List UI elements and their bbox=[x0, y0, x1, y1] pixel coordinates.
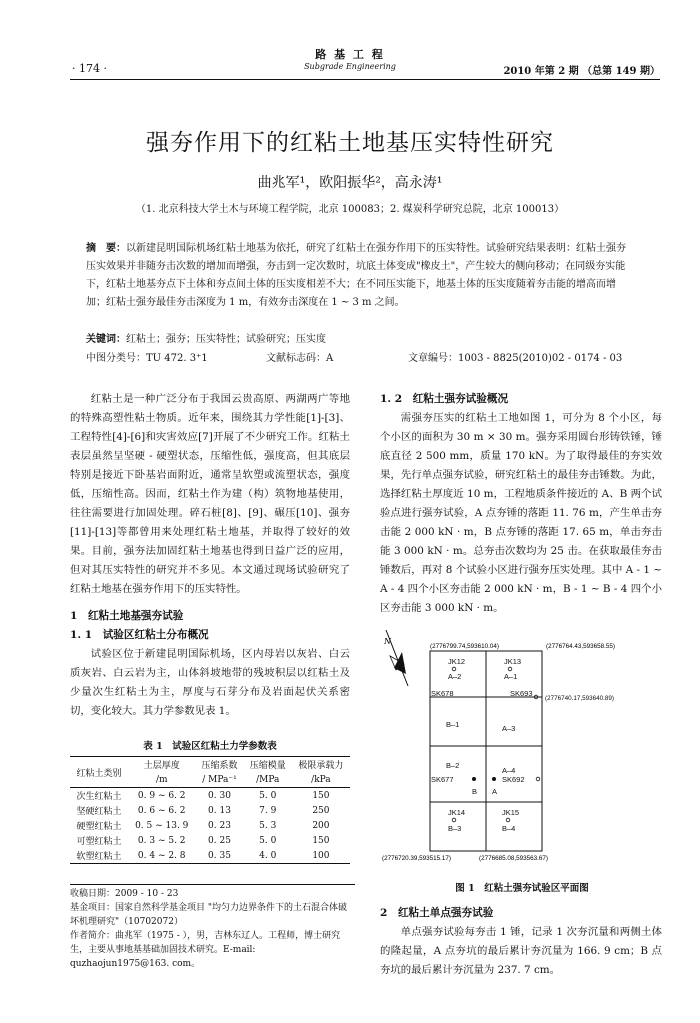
coord-top-right: (2776764.43,593658.55) bbox=[546, 643, 615, 650]
figure-1-caption: 图 1 红粘土强夯试验区平面图 bbox=[455, 883, 589, 894]
keywords-label: 关键词： bbox=[86, 334, 126, 345]
clc-code: 中图分类号：TU 472. 3⁺1 bbox=[86, 353, 208, 364]
author-bio: 作者简介：曲兆军（1975 - ），男，吉林东辽人。工程师，博士研究生，主要从事地基基础加固技术研究。E-mail: quzhaojun1975@163. com。 bbox=[70, 931, 341, 969]
table-cell: 次生红粘土 bbox=[76, 792, 122, 802]
label-a4: A–4 bbox=[502, 766, 516, 775]
label-sk677: SK677 bbox=[431, 775, 454, 784]
table-1-caption: 表 1 试验区红粘土力学参数表 bbox=[143, 741, 277, 752]
table-cell: 7. 9 bbox=[259, 805, 277, 816]
table-cell: 0. 13 bbox=[208, 805, 231, 816]
label-jk12: JK12 bbox=[448, 657, 466, 666]
section-1-heading: 1 红粘土地基强夯试验 bbox=[70, 610, 184, 622]
footnotes bbox=[70, 884, 355, 971]
table-row bbox=[70, 818, 350, 833]
table-cell: 150 bbox=[312, 790, 330, 801]
coord-bottom-right: (2776685.08,593563.67) bbox=[479, 855, 548, 862]
section-1-2-text: 需强夯压实的红粘土工地如图 1，可分为 8 个小区，每个小区的面积为 30 m × 30 m。强夯采用圆台形铸铁锤，锤底直径 2 500 mm，质量 170 kN。为了取得最佳的夯实效果，先行单点强夯试验，研究红粘土的最佳夯击锤数。为此，选择红粘土厚度近 10 m，工程地质条件接近的 A、B 两个试验点进行强夯试验，A 点夯锤的落距 11. 76 m，产生单击夯击能 2 000 kN · m，B 点夯锤的落距 17. 65 m，单击夯击能 3 000 kN · m。总夯击次数均为 25 击。在获取最佳夯击锤数后，再对 8 个试验小区进行强夯压实处理。其中 A - 1 ~ A - 4 四个小区夯击能 2 000 kN · m，B - 1 ~ B - 4 四个小区夯击能 3 000 kN · m。 bbox=[380, 412, 662, 614]
keywords-text: 红粘土；强夯；压实特性；试验研究；压实度 bbox=[126, 334, 326, 345]
table-unit-cell: /kPa bbox=[292, 772, 350, 788]
label-a2: A–2 bbox=[448, 672, 462, 681]
figure-1-site-plan bbox=[382, 637, 662, 882]
table-1 bbox=[70, 756, 350, 864]
table-cell: 5. 0 bbox=[259, 790, 277, 801]
label-b2: B–2 bbox=[446, 761, 460, 770]
table-cell: 0. 9 ~ 6. 2 bbox=[137, 790, 186, 801]
table-cell: 4. 0 bbox=[259, 850, 277, 861]
table-unit-cell: / MPa⁻¹ bbox=[195, 772, 243, 788]
table-unit-cell: /m bbox=[128, 772, 195, 788]
issue-info: 2010 年第 2 期 （总第 149 期） bbox=[503, 66, 660, 77]
journal-name-cn: 路 基 工 程 bbox=[315, 48, 385, 61]
label-b-point: B bbox=[472, 787, 478, 796]
header-rule bbox=[70, 79, 660, 80]
table-cell: 0. 30 bbox=[208, 790, 231, 801]
label-sk693: SK693 bbox=[510, 689, 533, 698]
label-b1: B–1 bbox=[446, 720, 460, 729]
table-unit-cell: /MPa bbox=[244, 772, 292, 788]
fund-info: 基金项目：国家自然科学基金项目 "均匀力边界条件下的土石混合体破坏机理研究"（10702072） bbox=[70, 903, 348, 927]
label-a-point: A bbox=[492, 787, 498, 796]
table-header-cell: 极限承载力 bbox=[298, 761, 344, 771]
table-cell: 0. 5 ~ 13. 9 bbox=[135, 820, 189, 831]
paper-title: 强夯作用下的红粘土地基压实特性研究 bbox=[146, 130, 554, 156]
abstract-label: 摘 要： bbox=[86, 243, 126, 254]
label-a3: A–3 bbox=[502, 724, 516, 733]
table-cell: 可塑红粘土 bbox=[76, 837, 122, 847]
table-cell: 5. 3 bbox=[259, 820, 277, 831]
abstract-text: 以新建昆明国际机场红粘土地基为依托，研究了红粘土在强夯作用下的压实特性。试验研究结果表明：红粘土强夯压实效果并非随夯击次数的增加而增强，夯击到一定次数时，坑底土体变成"橡皮土"，产生较大的侧向移动；在同级夯实能下，红粘土地基夯点下土体和夯点间土体的压实度相差不大；在不同压实能下，地基土体的压实度随着夯击能的增高而增加；红粘土强夯最佳夯击深度为 1 m，有效夯击深度在 1 ~ 3 m 之间。 bbox=[86, 243, 626, 308]
right-column-top bbox=[380, 390, 662, 618]
section-2-text: 单点强夯试验每夯击 1 锤，记录 1 次夯沉量和两侧土体的隆起量，A 点夯坑的最后累计夯沉量为 166. 9 cm；B 点夯坑的最后累计夯沉量为 237. 7 cm。 bbox=[380, 926, 662, 976]
table-header-cell: 土层厚度 bbox=[143, 761, 180, 771]
page-number: · 174 · bbox=[72, 62, 107, 75]
table-header-cell: 红粘土类别 bbox=[70, 757, 128, 788]
table-cell: 硬塑红粘土 bbox=[76, 822, 122, 832]
table-cell: 坚硬红粘土 bbox=[76, 807, 122, 817]
table-cell: 0. 4 ~ 2. 8 bbox=[137, 850, 186, 861]
coord-bottom-left: (2776720.39,593515.17) bbox=[382, 855, 451, 862]
section-1-1-text: 试验区位于新建昆明国际机场，区内母岩以灰岩、白云质灰岩、白云岩为主，山体斜坡地带的残坡积层以红粘土及少量次生红粘土为主，厚度与石芽分布及岩面起伏关系密切，变化较大。其力学参数见表 1。 bbox=[70, 648, 350, 717]
table-header-row bbox=[70, 757, 350, 773]
table-cell: 0. 25 bbox=[208, 835, 231, 846]
table-cell: 软塑红粘土 bbox=[76, 852, 122, 862]
table-cell: 0. 3 ~ 5. 2 bbox=[137, 835, 186, 846]
table-cell: 100 bbox=[312, 850, 330, 861]
label-jk14: JK14 bbox=[448, 808, 466, 817]
coord-right: (2776740.17,593640.89) bbox=[545, 695, 614, 702]
abstract bbox=[86, 240, 626, 312]
table-cell: 0. 35 bbox=[208, 850, 231, 861]
coord-top-left: (2776799.74,593610.04) bbox=[430, 643, 499, 650]
table-cell: 250 bbox=[312, 805, 330, 816]
journal-name-en: Subgrade Engineering bbox=[304, 62, 396, 71]
affiliation: （1. 北京科技大学土木与环境工程学院，北京 100083；2. 煤炭科学研究总院，北京 100013） bbox=[135, 204, 565, 215]
keywords bbox=[86, 331, 626, 349]
table-row bbox=[70, 848, 350, 864]
right-column-bottom bbox=[380, 904, 662, 980]
label-b4: B–4 bbox=[502, 824, 516, 833]
authors: 曲兆军¹，欧阳振华²，高永涛¹ bbox=[257, 175, 443, 191]
label-sk692: SK692 bbox=[502, 775, 525, 784]
table-header-cell: 压缩模量 bbox=[249, 761, 286, 771]
table-row bbox=[70, 803, 350, 818]
table-cell: 200 bbox=[312, 820, 330, 831]
label-jk15: JK15 bbox=[502, 808, 520, 817]
label-b3: B–3 bbox=[448, 824, 462, 833]
section-1-1-heading: 1. 1 试验区红粘土分布概况 bbox=[70, 629, 209, 641]
article-number: 文章编号：1003 - 8825(2010)02 - 0174 - 03 bbox=[408, 353, 623, 364]
table-cell: 0. 23 bbox=[208, 820, 231, 831]
label-sk678: SK678 bbox=[431, 689, 454, 698]
table-cell: 5. 0 bbox=[259, 835, 277, 846]
table-cell: 0. 6 ~ 6. 2 bbox=[137, 805, 186, 816]
table-row bbox=[70, 833, 350, 848]
section-2-heading: 2 红粘土单点强夯试验 bbox=[380, 907, 494, 919]
label-jk13: JK13 bbox=[504, 657, 522, 666]
table-cell: 150 bbox=[312, 835, 330, 846]
left-column bbox=[70, 390, 350, 721]
label-a1: A–1 bbox=[504, 672, 518, 681]
doc-code: 文献标志码：A bbox=[266, 353, 334, 364]
intro-paragraph: 红粘土是一种广泛分布于我国云贵高原、两湖两广等地的特殊高塑性粘土物质。近年来，围绕其力学性能[1]-[3]、工程特性[4]-[6]和灾害效应[7]开展了不少研究工作。红粘土表层虽然呈坚硬 - 硬塑状态，压缩性低，强度高，但其底层特别是接近下卧基岩面附近，通常呈软塑或流塑状态，强度低，压缩性高。因而，红粘土作为建（构）筑物地基使用，往往需要进行加固处理。碎石桩[8]、[9]、碾压[10]、强夯[11]-[13]等都曾用来处理红粘土地基，并取得了较好的效果。目前，强夯法加固红粘土地基也得到日益广泛的应用，但对其压实特性的研究并不多见。本文通过现场试验研究了红粘土地基在强夯作用下的压实特性。 bbox=[70, 393, 350, 595]
table-row bbox=[70, 788, 350, 804]
section-1-2-heading: 1. 2 红粘土强夯试验概况 bbox=[380, 393, 509, 405]
received-date: 收稿日期：2009 - 10 - 23 bbox=[70, 889, 179, 899]
north-label: N bbox=[384, 637, 391, 646]
table-header-cell: 压缩系数 bbox=[201, 761, 238, 771]
